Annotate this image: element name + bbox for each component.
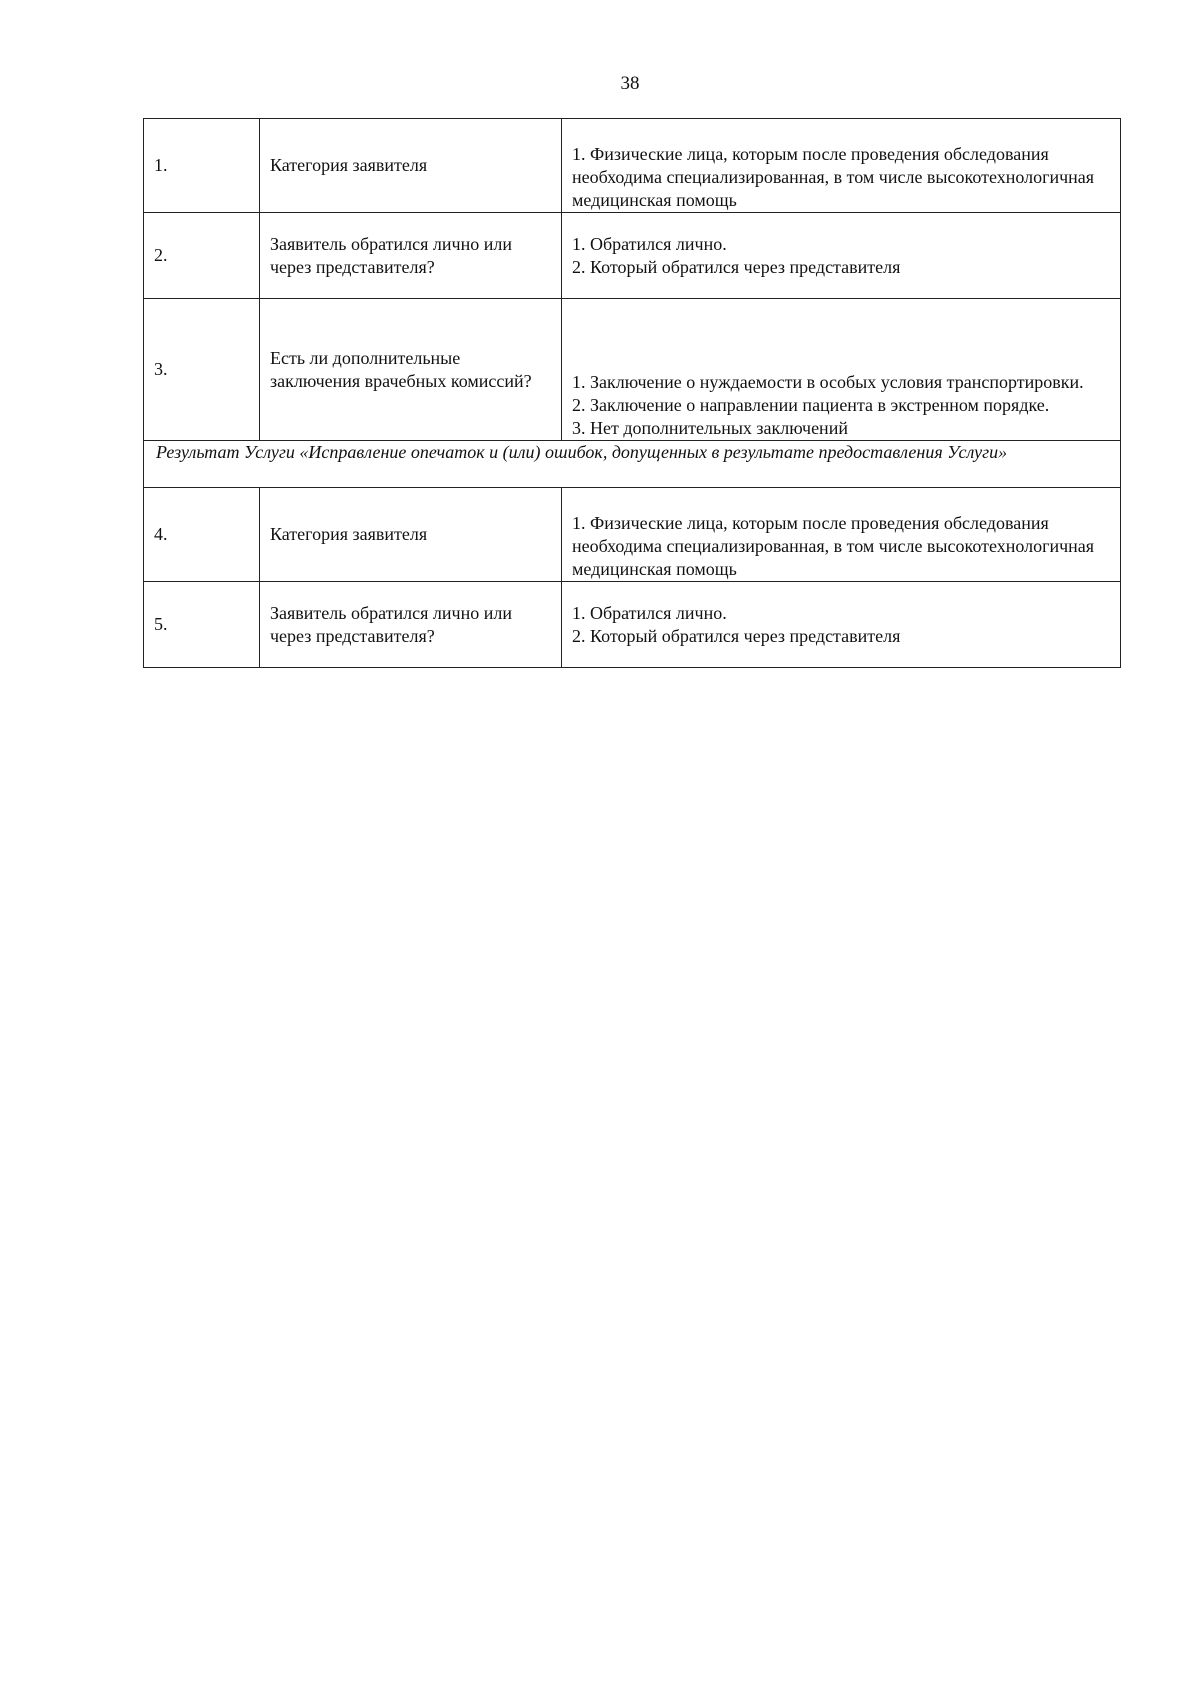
values-cell [562,119,1121,213]
table-row [144,488,1121,582]
table-row [144,582,1121,668]
criterion-text: Категория заявителя [260,119,562,213]
table-row [144,213,1121,299]
row-number: 2. [144,213,260,299]
value-option: 1. Заключение о нуждаемости в особых условия транспортировки. [572,372,1084,392]
value-option: 3. Нет дополнительных заключений [572,418,848,438]
row-number: 1. [144,119,260,213]
value-option: 2. Который обратился через представителя [572,256,901,277]
values-cell [562,299,1121,441]
values-cell [562,488,1121,582]
table-row [144,299,1121,441]
row-number: 5. [144,582,260,668]
value-option: 1. Физические лица, которым после проведения обследования необходима специализированная, в том числе высокотехнологичная медицинская помощь [572,144,1095,210]
criterion-text: Категория заявителя [260,488,562,582]
criteria-table [143,118,1121,668]
criterion-text: Заявитель обратился лично или через представителя? [260,582,562,668]
value-option: 1. Физические лица, которым после проведения обследования необходима специализированная, в том числе высокотехнологичная медицинская помощь [572,513,1095,579]
row-number: 4. [144,488,260,582]
page-number: 38 [620,73,640,94]
values-cell [562,213,1121,299]
values-cell [562,582,1121,668]
table-row [144,119,1121,213]
value-option: 2. Заключение о направлении пациента в экстренном порядке. [572,395,1050,415]
row-number: 3. [144,299,260,441]
value-option: 1. Обратился лично. [572,233,727,254]
criterion-text: Заявитель обратился лично или через представителя? [260,213,562,299]
section-heading: Результат Услуги «Исправление опечаток и (или) ошибок, допущенных в результате предоставления Услуги» [144,441,1121,488]
criterion-text: Есть ли дополнительные заключения врачебных комиссий? [260,299,562,441]
section-heading-row [144,441,1121,488]
value-option: 1. Обратился лично. [572,602,727,623]
value-option: 2. Который обратился через представителя [572,625,901,646]
